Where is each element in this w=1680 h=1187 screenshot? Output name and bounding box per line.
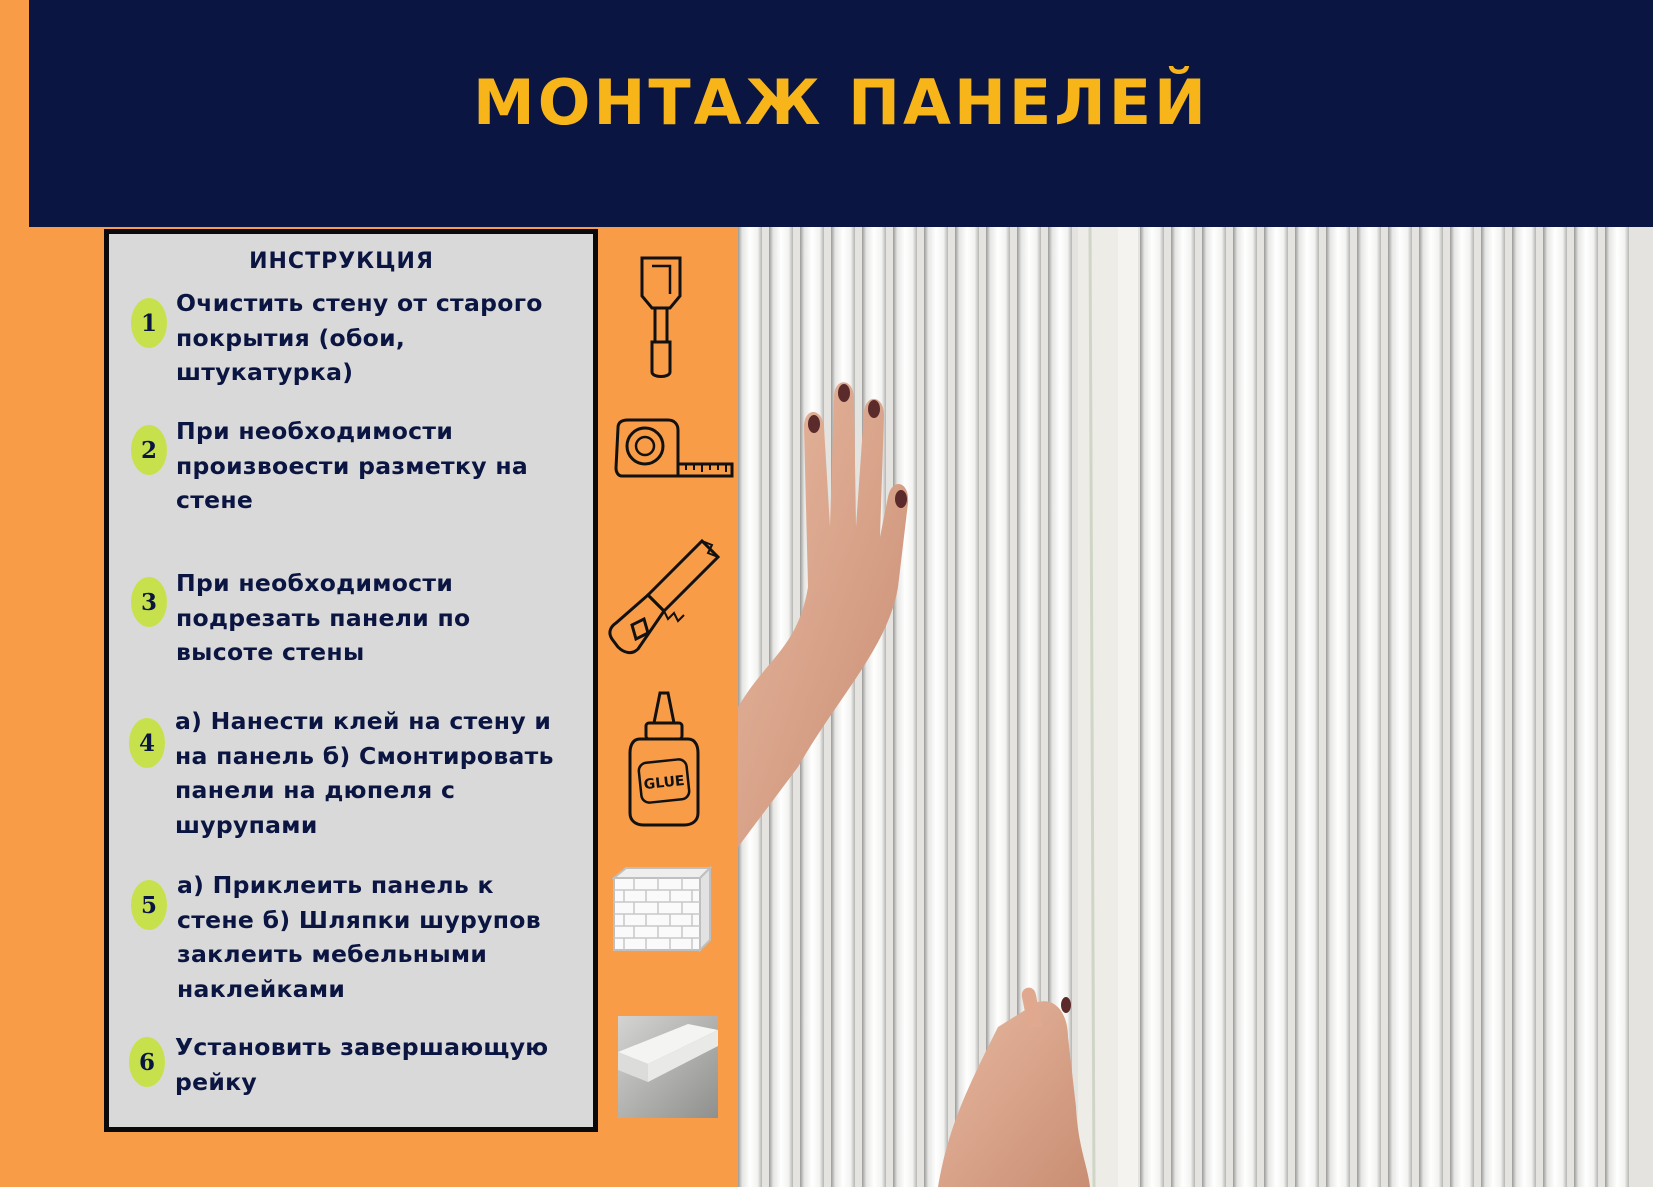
slat [1357, 227, 1381, 1187]
slat [1450, 227, 1474, 1187]
step-number-badge: 5 [131, 880, 167, 930]
header-banner [29, 0, 1653, 227]
slat [1171, 227, 1195, 1187]
glue-bottle-icon [626, 691, 702, 827]
page-title: МОНТАЖ ПАНЕЛЕЙ [473, 66, 1209, 139]
slat-panels-illustration [738, 227, 1653, 1187]
spatula-icon [638, 256, 684, 380]
slat [893, 227, 917, 1187]
step-number-badge: 2 [131, 425, 167, 475]
slat [1233, 227, 1257, 1187]
slat [1574, 227, 1598, 1187]
step-number-badge: 6 [129, 1037, 165, 1087]
slat [1481, 227, 1505, 1187]
slat [1605, 227, 1629, 1187]
slat [1295, 227, 1319, 1187]
slat [1543, 227, 1567, 1187]
slat [924, 227, 948, 1187]
slat [955, 227, 979, 1187]
tools-column [600, 229, 738, 1129]
brick-panel-icon [612, 866, 712, 952]
slat [1419, 227, 1443, 1187]
slat [1140, 227, 1164, 1187]
saw-icon [608, 535, 720, 657]
wall-panel-photo [738, 227, 1653, 1187]
step-text: Очистить стену от старого покрытия (обои, штукатурка) [176, 289, 543, 386]
step-number-badge: 1 [131, 298, 167, 348]
step-text: При необходимости произвоести разметку на стене [176, 417, 529, 514]
slat [1512, 227, 1536, 1187]
slat [862, 227, 886, 1187]
slat [1388, 227, 1412, 1187]
step-number-badge: 4 [129, 718, 165, 768]
glue-label: GLUE [643, 772, 686, 794]
step-number-badge: 3 [131, 577, 167, 627]
card-title: ИНСТРУКЦИЯ [249, 249, 434, 274]
finishing-strip-icon [618, 1016, 718, 1118]
instruction-card [104, 229, 598, 1132]
step-text: Установить завершающую рейку [175, 1033, 549, 1096]
step-text: а) Нанести клей на стену и на панель б) Смонтировать панели на дюпеля с шурупами [175, 707, 554, 839]
step-text: а) Приклеить панель к стене б) Шляпки шурупов заклеить мебельными наклейками [177, 871, 541, 1003]
slat [1202, 227, 1226, 1187]
step-text: При необходимости подрезать панели по высоте стены [176, 569, 471, 666]
slat [1264, 227, 1288, 1187]
slat [1326, 227, 1350, 1187]
tape-measure-icon [612, 416, 734, 486]
